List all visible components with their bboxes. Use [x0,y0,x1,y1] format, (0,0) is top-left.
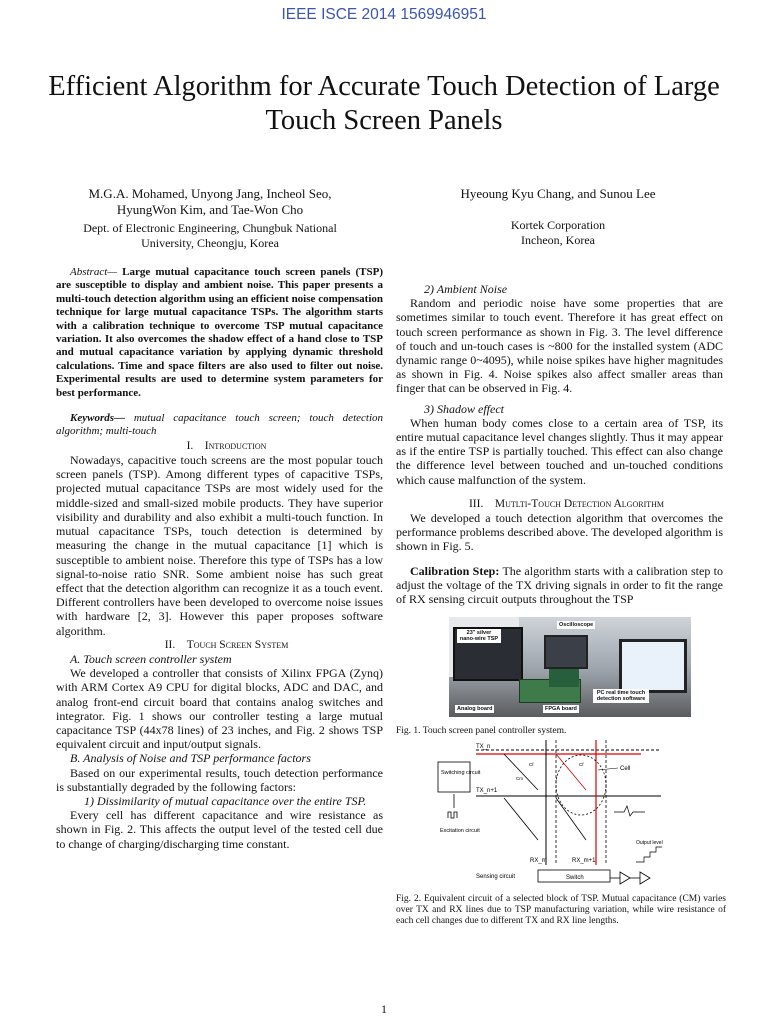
right-column [396,282,723,606]
cm-link-3 [504,798,538,840]
abstract [56,266,383,400]
intro-paragraph: Nowadays, capacitive touch screens are the most popular touch screen panels (TSP). Among different types of capacitive TSPs, projected mutual capacitance TSPs are most widely used for the middle-sized and small-sized mobile products. They have superior visibility and durability and also exhibit a multi-touch function. In mutual capacitance TSPs, touch detection is determined by measuring the change in the mutual capacitance [1] which is susceptible to ambient noise. Therefore this type of TSPs has a low signal-to-noise ratio SNR. Some ambient noise has such great effect that the detection algorithm can recognize it as a touch event. Different controllers have been developed to overcome noise issues with hardware [2, 3]. However this paper proposes software algorithm. [56,453,383,638]
switching-label: Switching circuit [441,770,481,776]
calibration-label: Calibration Step: [410,563,500,578]
algorithm-paragraph: We developed a touch detection algorithm that overcomes the performance problems described above. The developed algorithm is shown in Fig. 5. [396,511,723,554]
calibration-paragraph [396,564,723,607]
pulse-icon [448,812,457,818]
section-2-heading: II. Touch Screen System [164,638,289,651]
author-names-right: Hyeoung Kyu Chang, and Sunou Lee [460,186,656,201]
figure-1-photo [449,617,691,717]
conference-header: IEEE ISCE 2014 1569946951 [281,6,487,23]
affiliation-right: Kortek Corporation Incheon, Korea [510,218,606,247]
subsection-a-paragraph: We developed a controller that consists of Xilinx FPGA (Zynq) with ARM Cortex A9 CPU for digital blocks, ADC and DAC, and analog front-end circuit board that contains analog switches and integrator. Fig. 1 shows our controller testing a large mutual capacitance TSP (44x78 lines) of 23 inches, and Fig. 2 shows TSP equivalent circuit and input/output signals. [56,666,383,752]
output-staircase [636,847,662,862]
tx-n1-label: TX_n+1 [476,788,498,794]
figure-1-caption: Fig. 1. Touch screen panel controller system. [396,726,567,736]
factor-2-heading: 2) Ambient Noise [424,282,508,296]
subsection-a-heading: A. Touch screen controller system [70,651,232,666]
switch-label: Switch [566,875,584,881]
figure-2-circuit [436,740,696,890]
keywords-label: Keywords— [70,412,125,425]
factor-3-paragraph: When human body comes close to a certain area of TSP, its entire mutual capacitance level changes slightly. Thus it may appear as if the entire TSP is partially touched. This effect can also change the difference level between touched and un-touched conditions which cause malfunction of the system. [396,415,723,487]
analog-board-label: Analog board [457,706,493,712]
cell-pointer [598,768,618,770]
factor-1-heading: 1) Dissimilarity of mutual capacitance over the entire TSP. [84,793,367,808]
cm-link-2 [556,754,586,790]
authors-right [408,186,708,248]
cf-label-1: Cf [529,762,534,767]
output-level-label: Output level [636,840,663,846]
section-1-heading: I. Introduction [186,439,267,452]
switching-box [438,762,470,792]
excitation-label: Excitation circuit [440,828,480,834]
cm-link-1 [504,754,538,790]
factor-3-heading: 3) Shadow effect [424,401,504,416]
adc-icon [640,872,650,884]
sensing-label: Sensing circuit [476,874,516,880]
subsection-b-paragraph: Based on our experimental results, touch detection performance is substantially degraded by the following factors: [56,765,383,794]
pc-label: PC real time touch detection software [593,689,649,703]
factor-1-paragraph: Every cell has different capacitance and wire resistance as shown in Fig. 2. This affects the output level of the tested cell due to change of charging/discharging time constant. [56,808,383,851]
cm-label: Cm [516,776,523,781]
keywords-text: mutual capacitance touch screen; touch detection algorithm; multi-touch [56,412,383,438]
left-column [56,266,383,851]
pc-monitor-image [619,639,687,693]
authors-left [60,186,360,251]
rx-m1-label: RX_m+1 [572,858,596,864]
affiliation-left: Dept. of Electronic Engineering, Chungbuk National University, Cheongju, Korea [83,221,337,250]
oscilloscope-image [544,635,588,669]
cm-link-4 [556,798,586,840]
subsection-b-heading: B. Analysis of Noise and TSP performance factors [70,751,311,766]
tx-n-label: TX_n [476,744,491,750]
paper-title: Efficient Algorithm for Accurate Touch Detection of Large Touch Screen Panels [48,71,720,136]
section-3-heading: III. Mutlti-Touch Detection Algorithm [468,497,665,510]
author-names-left: M.G.A. Mohamed, Unyong Jang, Incheol Seo, HyungWon Kim, and Tae-Won Cho [88,186,332,217]
cf-label-2: Cf [579,762,584,767]
fpga-board-image [549,669,579,687]
keywords [56,412,383,439]
oscilloscope-label: Oscilloscope [559,622,594,628]
cell-label: Cell [620,766,631,772]
factor-2-paragraph: Random and periodic noise have some properties that are sometimes similar to touch event. Therefore it has great effect on touch screen performance as shown in Fig. 3. The level difference of touch and un-touch cases is ~800 for the installed system (ADC dynamic range 0~4095), while noise spikes have higher magnitudes as shown in Fig. 4. Noise spikes also affect smaller areas than finger that can be observed in Fig. 4. [396,296,723,396]
page-number: 1 [381,1002,387,1016]
rx-m-label: RX_m [530,858,547,864]
calibration-text: The algorithm starts with a calibration step to adjust the voltage of the TX driving signals in order to fit the range of RX sensing circuit outputs throughout the TSP [396,563,723,607]
abstract-label: Abstract— [70,266,118,278]
amplifier-icon [620,872,630,884]
waveform-1 [614,806,645,816]
figure-2-caption: Fig. 2. Equivalent circuit of a selected block of TSP. Mutual capacitance (CM) varies over TX and RX lines due to TSP manufacturing variation, while wire resistance of each cell changes due to different TX and RX line lengths. [396,894,726,926]
fpga-board-label: FPGA board [545,706,577,712]
abstract-text: Large mutual capacitance touch screen panels (TSP) are susceptible to display and ambient noise. This paper presents a multi-touch detection algorithm using an efficient noise compensation technique for large mutual capacitance TSPs. The algorithm starts with a calibration technique to overcome TSP mutual capacitance variation. It also overcomes the shadow effect of a hand close to TSP and mutual capacitance variation by applying dynamic threshold calculations. Time and space filters are also used to filter out noise. Experimental results are used to determine system parameters for best performance. [56,266,383,399]
tsp-label: 23" silver nano-wire TSP [457,629,501,643]
